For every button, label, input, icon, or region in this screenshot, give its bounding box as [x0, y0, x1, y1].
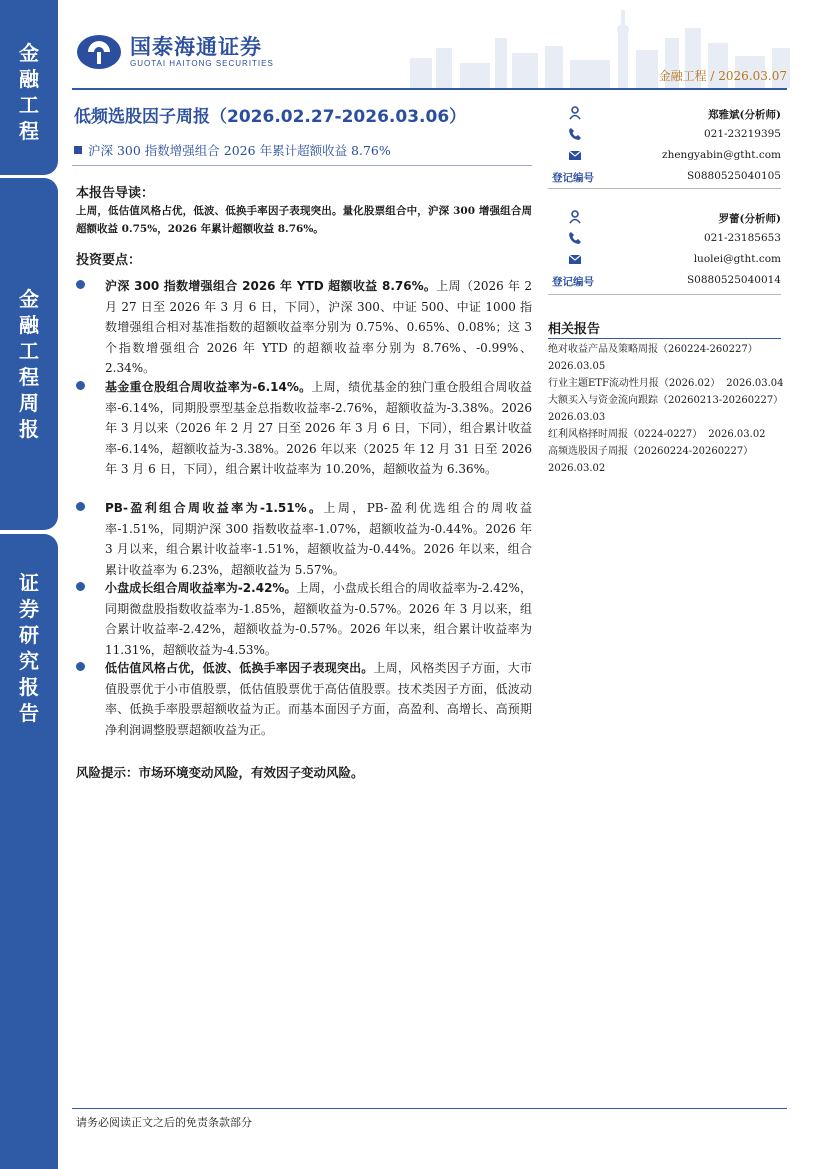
sidebar-char: 究: [19, 649, 39, 673]
analyst-phone: 021-23185653: [703, 232, 781, 244]
related-report-item[interactable]: 大额买入与资金流向跟踪（20260213-20260227）: [548, 395, 784, 406]
bullet-icon: [76, 381, 85, 390]
sidebar-char: 告: [19, 701, 39, 725]
related-report-date: 2026.03.03: [548, 412, 606, 423]
sidebar-char: 券: [19, 597, 39, 621]
key-point-body: 上周，PB-盈利优选组合的周收益率-1.51%，同期沪深 300 指数收益率-1.07%，超额收益为-0.44%。2026 年 3 月以来，组合累计收益率-1.51%，超额收益为-0.44%。2026 年以来，组合累计收益率为 6.23%，超额收益为 5.57%。: [105, 501, 533, 577]
analyst-phone: 021-23219395: [703, 128, 781, 140]
key-point-item: [76, 276, 532, 379]
logo-emblem-icon: [76, 34, 122, 70]
person-icon: [568, 210, 582, 224]
registration-number: S0880525040105: [686, 170, 781, 182]
page-subtitle: [74, 141, 391, 159]
key-point-heading: 低估值风格占优，低波、低换手率因子表现突出。: [105, 661, 374, 675]
sidebar-char: 融: [19, 67, 39, 91]
sidebar-char: 工: [19, 93, 39, 117]
sidebar-char: 报: [19, 417, 39, 441]
key-point-item: [76, 658, 532, 740]
sidebar-char: 证: [19, 571, 39, 595]
logo-chinese-name: 国泰海通证券: [130, 35, 262, 59]
sidebar-char: 周: [19, 391, 39, 415]
key-point-heading: 小盘成长组合周收益率为-2.42%。: [105, 581, 297, 595]
related-reports-list: [548, 341, 788, 477]
phone-icon: [568, 231, 582, 245]
key-point-item: [76, 377, 532, 480]
left-sidebar: [0, 0, 58, 1169]
analyst-email[interactable]: zhengyabin@gtht.com: [662, 149, 781, 161]
sidebar-char: 程: [19, 119, 39, 143]
sidebar-section-report-kind: [0, 534, 58, 1169]
registration-number: S0880525040014: [686, 274, 781, 286]
analyst-name: 郑雅斌(分析师): [708, 109, 781, 121]
person-icon: [568, 106, 582, 120]
sidebar-section-category: [0, 0, 58, 175]
analyst-divider: [548, 294, 781, 295]
related-report-item[interactable]: 红利风格择时周报（0224-0227） 2026.03.02: [548, 429, 766, 440]
related-report-item[interactable]: 高频选股因子周报（20260224-20260227）: [548, 446, 754, 457]
registration-label: 登记编号: [552, 276, 594, 288]
key-point-body: 上周，风格类因子方面，大市值股票优于小市值股票，低估值股票优于高估值股票。技术类因子方面，低波动率、低换手率股票超额收益为正。而基本面因子方面，高盈利、高增长、高预期净利润调整股票超额收益为正。: [105, 661, 532, 737]
page-title: 低频选股因子周报（2026.02.27-2026.03.06）: [74, 107, 467, 127]
sidebar-char: 报: [19, 675, 39, 699]
sidebar-char: 程: [19, 365, 39, 389]
related-report-date: 2026.03.04: [726, 378, 784, 389]
analyst-name: 罗蕾(分析师): [718, 213, 781, 225]
sidebar-char: 工: [19, 339, 39, 363]
analyst-card-2: [548, 208, 781, 292]
related-report-item[interactable]: 绝对收益产品及策略周报（260224-260227）: [548, 344, 758, 355]
bullet-icon: [76, 280, 85, 289]
bullet-icon: [76, 662, 85, 671]
risk-warning: 风险提示：市场环境变动风险，有效因子变动风险。: [76, 765, 364, 780]
analyst-email[interactable]: luolei@gtht.com: [693, 253, 781, 265]
key-point-heading: PB-盈利组合周收益率为-1.51%。: [105, 501, 324, 515]
registration-label: 登记编号: [552, 172, 594, 184]
key-point-heading: 沪深 300 指数增强组合 2026 年 YTD 超额收益 8.76%。: [105, 279, 437, 293]
email-icon: [568, 252, 582, 266]
key-points-title: 投资要点：: [76, 253, 142, 268]
sidebar-section-report-type: [0, 178, 58, 530]
footer-disclaimer: 请务必阅读正文之后的免责条款部分: [76, 1116, 252, 1129]
analyst-divider: [548, 188, 781, 189]
key-point-body: 上周（2026 年 2 月 27 日至 2026 年 3 月 6 日，下同），沪深 300、中证 500、中证 1000 指数增强组合相对基准指数的超额收益率分别为 0.75%、0.65%、0.08%；这 3 个指数增强组合 2026 年 YTD 的超额收益率分别为 8.76%、-0.99%、2.34%。: [105, 279, 532, 375]
sidebar-char: 研: [19, 623, 39, 647]
subtitle-text: 沪深 300 指数增强组合 2026 年累计超额收益 8.76%: [88, 143, 391, 158]
related-report-date: 2026.03.02: [708, 429, 766, 440]
header-divider: [72, 88, 787, 90]
key-point-heading: 基金重仓股组合周收益率为-6.14%。: [105, 380, 312, 394]
header-category-date: 金融工程 / 2026.03.07: [658, 69, 787, 83]
related-report-date: 2026.03.05: [548, 361, 606, 372]
related-reports-title: 相关报告: [548, 322, 601, 337]
key-point-body: 上周，绩优基金的独门重仓股组合周收益率-6.14%，同期股票型基金总指数收益率-2.76%，超额收益为-3.38%。2026 年 3 月以来（2026 年 2 月 27 日至 2026 年 3 月 6 日，下同），组合累计收益率-6.14%，超额收益为-3.38%。2026 年以来（2025 年 12 月 31 日至 2026 年 3 月 6 日，下同），组合累计收益率为 10.20%，超额收益为 6.36%。: [105, 380, 532, 476]
title-divider: [72, 165, 532, 166]
email-icon: [568, 148, 582, 162]
related-report-item[interactable]: 行业主题ETF流动性月报（2026.02） 2026.03.04: [548, 378, 784, 389]
square-bullet-icon: [74, 146, 82, 154]
related-reports-divider: [548, 338, 781, 339]
sidebar-char: 金: [19, 41, 39, 65]
phone-icon: [568, 127, 582, 141]
key-point-item: [76, 498, 532, 580]
analyst-card-1: [548, 104, 781, 188]
footer-divider: [72, 1108, 787, 1109]
sidebar-char: 金: [19, 287, 39, 311]
sidebar-char: 融: [19, 313, 39, 337]
related-report-date: 2026.03.02: [548, 463, 606, 474]
guide-title: 本报告导读：: [76, 186, 155, 201]
logo-english-name: GUOTAI HAITONG SECURITIES: [130, 59, 274, 68]
company-logo: [76, 34, 274, 70]
bullet-icon: [76, 502, 85, 511]
bullet-icon: [76, 582, 85, 591]
key-point-item: [76, 578, 532, 660]
key-point-body: 上周，小盘成长组合的周收益率为-2.42%，同期微盘股指数收益率为-1.85%，超额收益为-0.57%。2026 年 3 月以来，组合累计收益率-2.42%，超额收益为-0.57%。2026 年以来，组合累计收益率为 11.31%，超额收益为-4.53%。: [105, 581, 532, 657]
guide-text: 上周，低估值风格占优，低波、低换手率因子表现突出。量化股票组合中，沪深 300 增强组合周超额收益 0.75%，2026 年累计超额收益 8.76%。: [76, 205, 532, 235]
